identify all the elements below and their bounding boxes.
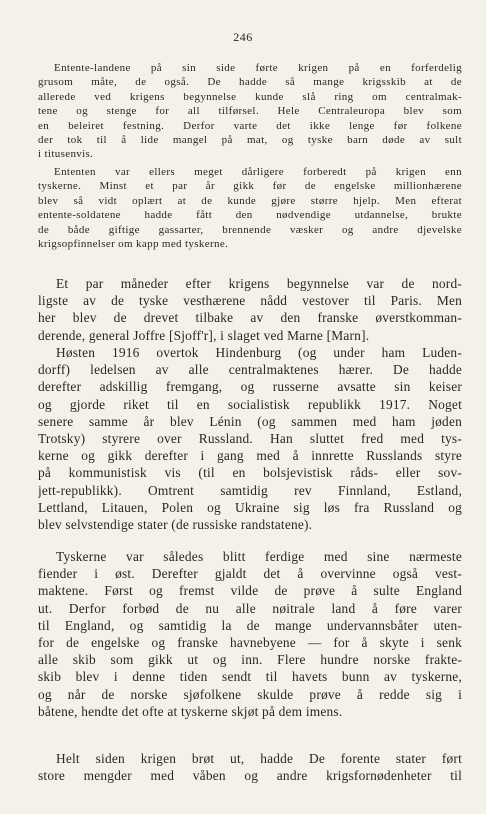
text-line: jett-republikk). Omtrent samtidig rev Finnland, Estland, [38,482,462,498]
text-line: de både giftige gassarter, brennende væsker og andre djevelske [38,223,462,236]
text-line: der tok til å lide mangel på mat, og tyske barn døde av sult [38,134,462,147]
paragraph-united-states [38,750,462,784]
text-line: blev så vidt oplært at de kunde gjøre større hjelp. Men efterat [38,194,462,207]
text-line: senere samme år blev Lénin (og sammen med ham jøden [38,413,462,429]
text-line: Trotsky) styrere over Russland. Han sluttet fred med tys- [38,431,462,447]
text-line: store mengder med våben og andre krigsfornødenheter til [38,768,462,784]
paragraph-entente-preparation [38,165,462,251]
text-line: Høsten 1916 overtok Hindenburg (og under ham Luden- [56,345,462,360]
text-line: på kommunistisk vis (til en bolsjevistisk råds- eller sov- [38,465,462,481]
paragraph-submarine-war [38,548,462,720]
text-line: alle skib som gikk ut og inn. Flere hundre norske frakte- [38,652,462,668]
text-line: Entente-landene på sin side førte krigen på en forferdelig [54,62,462,74]
text-line: ligste av de tyske vesthærene nådd vestover til Paris. Men [38,293,462,309]
text-line: båtene, hendte det ofte at tyskerne skjøt på dem imens. [38,703,343,719]
text-line: blev selvstendige stater (de russiske randstatene). [38,517,313,533]
text-line: derefter adskillig fremgang, og russerne avsatte sin keiser [38,379,462,395]
text-line: Lettland, Litauen, Polen og Ukraine sig løs fra Russland og [38,499,462,515]
text-line: grusom måte, de også. De hadde så mange krigsskib at de [38,76,462,89]
page-number: 246 [233,30,253,44]
text-line: dorff) ledelsen av alle centralmaktenes hærer. De hadde [38,362,462,378]
text-line: Helt siden krigen brøt ut, hadde De forente stater ført [56,751,462,766]
text-line: for de engelske og franske havnebyene — for å skyte i senk [38,635,462,651]
text-line: entente-soldatene hadde fått den nødvendige utdannelse, brukte [38,209,462,222]
text-line: til England, og samtidig la de mange undervannsbåter uten- [38,617,462,633]
text-line: krigsopfinnelser om kapp med tyskerne. [38,238,229,251]
text-line: ut. Derfor forbød de nu alle nøitrale land å føre varer [38,600,462,616]
text-line: og når de norske sjøfolkene skulde prøve å redde sig i [38,686,462,702]
paragraph-marne [38,275,462,344]
text-line: skib blev i denne tiden sendt til havets bunn av tyskerne, [38,669,462,685]
text-line: Tyskerne var således blitt ferdige med sine nærmeste [56,549,462,564]
text-line: derende, general Joffre [Sjoff'r], i slaget ved Marne [Marn]. [38,327,370,343]
text-line: maktene. Først og fremst vilde de prøve å sulte England [38,583,462,599]
text-line: i titusenvis. [38,148,94,161]
text-line: og gjorde riket til en socialistisk republikk 1917. Noget [38,396,462,412]
text-line: Ententen var ellers meget dårligere forberedt på krigen enn [54,166,462,178]
text-line: fiender i øst. Derefter gjaldt det å overvinne også vest- [38,566,462,582]
text-line: tyskerne. Minst et par år gikk før de engelske millionhærene [38,180,462,193]
text-line: Et par måneder efter krigens begynnelse var de nord- [56,276,462,291]
text-line: en beleiret festning. Derfor varte det ikke lenge før folkene [38,119,462,132]
text-line: kerne og gikk derefter i gang med å innrette Russlands styre [38,448,462,464]
text-line: her blev de drevet tilbake av den franske øverstkomman- [38,310,462,326]
text-line: allerede ved krigens begynnelse kunde slå ring om centralmak- [38,90,462,103]
text-line: tene og stenge for all tilførsel. Hele Centraleuropa blev som [38,105,462,118]
paragraph-hindenburg-russia [38,344,462,533]
paragraph-entente-blockade [38,61,462,162]
